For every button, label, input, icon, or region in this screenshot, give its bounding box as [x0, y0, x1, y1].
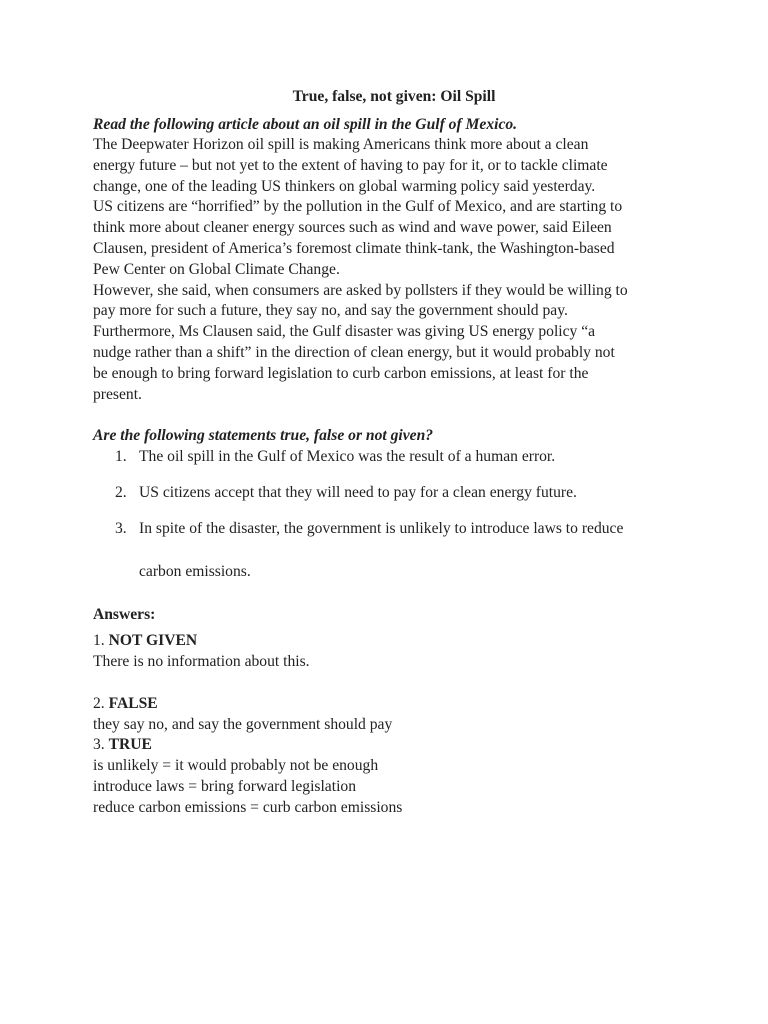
- article-line: The Deepwater Horizon oil spill is making Americans think more about a clean: [93, 136, 589, 153]
- answer-1-heading: [93, 631, 683, 652]
- question-intro: Are the following statements true, false or not given?: [93, 427, 434, 445]
- question-text: In spite of the disaster, the government is unlikely to introduce laws to reduce: [139, 520, 624, 538]
- article-line: US citizens are “horrified” by the pollution in the Gulf of Mexico, and are starting to: [93, 198, 623, 216]
- document-page: [93, 86, 683, 819]
- article-body: [93, 135, 683, 405]
- question-item: [93, 518, 683, 590]
- answer-number: 3.: [93, 736, 109, 754]
- question-number: 2.: [115, 484, 127, 502]
- answer-spacer: [93, 673, 683, 694]
- question-text: US citizens accept that they will need to pay for a clean energy future.: [139, 484, 577, 502]
- question-item: [93, 482, 683, 503]
- answers-heading: Answers:: [93, 606, 156, 624]
- article-line: nudge rather than a shift” in the direction of clean energy, but it would probably not: [93, 343, 615, 361]
- article-line: change, one of the leading US thinkers on global warming policy said yesterday.: [93, 177, 596, 195]
- answer-verdict: TRUE: [108, 736, 152, 754]
- document-title: True, false, not given: Oil Spill: [292, 88, 496, 105]
- article-line: However, she said, when consumers are asked by pollsters if they would be willing to: [93, 281, 628, 299]
- answer-explanation: reduce carbon emissions = curb carbon emissions: [93, 798, 403, 816]
- answer-3-heading: [93, 735, 683, 756]
- article-line: Clausen, president of America’s foremost climate think-tank, the Washington-based: [93, 239, 615, 257]
- answer-explanation: There is no information about this.: [93, 653, 310, 671]
- answer-2-heading: [93, 694, 683, 715]
- article-line: be enough to bring forward legislation to curb carbon emissions, at least for the: [93, 364, 589, 382]
- question-number: 1.: [115, 448, 127, 466]
- question-item: [93, 446, 683, 467]
- answers-section: [93, 631, 683, 818]
- question-number: 3.: [115, 520, 127, 538]
- question-text: The oil spill in the Gulf of Mexico was the result of a human error.: [139, 448, 556, 466]
- answer-verdict: FALSE: [108, 694, 158, 712]
- article-intro: Read the following article about an oil spill in the Gulf of Mexico.: [93, 116, 518, 133]
- question-list: [93, 446, 683, 590]
- article-line: Pew Center on Global Climate Change.: [93, 260, 340, 278]
- answer-number: 1.: [93, 632, 109, 650]
- answer-explanation: introduce laws = bring forward legislation: [93, 777, 356, 795]
- answer-explanation: is unlikely = it would probably not be enough: [93, 757, 379, 775]
- question-text-continued: carbon emissions.: [139, 563, 251, 581]
- article-line: energy future – but not yet to the extent of having to pay for it, or to tackle climate: [93, 156, 608, 174]
- article-line: think more about cleaner energy sources such as wind and wave power, said Eileen: [93, 219, 612, 237]
- article-line: present.: [93, 385, 142, 403]
- answer-number: 2.: [93, 694, 109, 712]
- article-line: pay more for such a future, they say no, and say the government should pay.: [93, 302, 568, 320]
- answer-explanation: they say no, and say the government should pay: [93, 715, 393, 733]
- answer-verdict: NOT GIVEN: [108, 632, 198, 650]
- article-line: Furthermore, Ms Clausen said, the Gulf disaster was giving US energy policy “a: [93, 323, 596, 341]
